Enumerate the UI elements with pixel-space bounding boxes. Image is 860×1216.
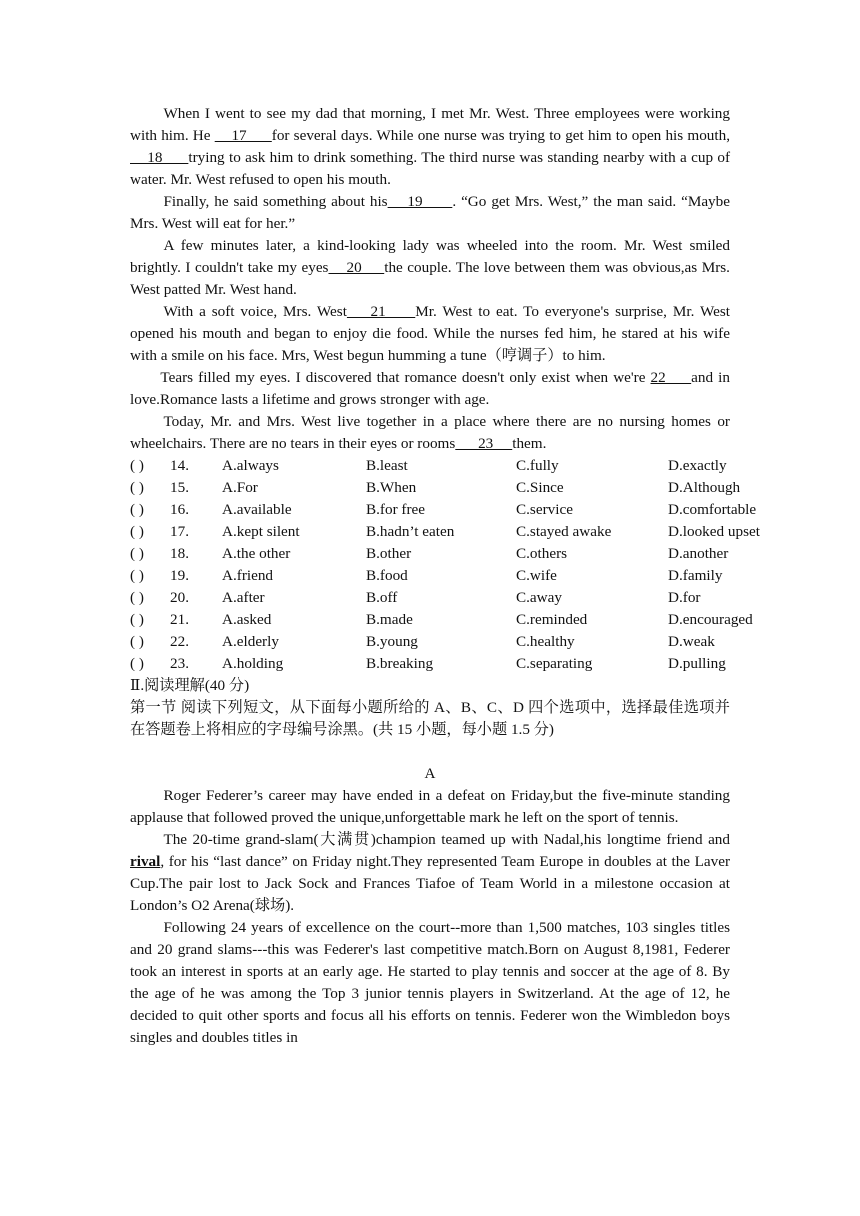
option-a: A.available xyxy=(222,501,292,518)
option-c: C.others xyxy=(516,545,568,562)
answer-paren: ( ) xyxy=(130,633,144,650)
text: , for his “last dance” on Friday night.They represented Team Europe in doubles at the Laver Cup.The pair lost to Jack Sock and Frances Tiafoe of Team World in a milestone occasion at London’s O2 Arena(球场). xyxy=(130,853,730,914)
option-b: B.for free xyxy=(366,501,426,518)
blank-19: 19 xyxy=(387,193,453,210)
option-c: C.separating xyxy=(516,655,593,672)
text: for several days. While one nurse was trying to get him to open his mouth, xyxy=(271,127,730,144)
option-a: A.elderly xyxy=(222,633,279,650)
option-c: C.fully xyxy=(516,457,559,474)
section-instruction: 第一节 阅读下列短文，从下面每小题所给的 A、B、C、D 四个选项中，选择最佳选项并在答题卷上将相应的字母编号涂黑。(共 15 小题，每小题 1.5 分) xyxy=(130,699,730,738)
option-row xyxy=(130,653,780,675)
option-a: A.asked xyxy=(222,611,272,628)
answer-paren: ( ) xyxy=(130,479,144,496)
option-a: A.the other xyxy=(222,545,291,562)
question-number: 15. xyxy=(170,479,189,496)
answer-paren: ( ) xyxy=(130,589,144,606)
option-a: A.kept silent xyxy=(222,523,300,540)
option-row xyxy=(130,587,780,609)
cloze-paragraph-2 xyxy=(130,191,730,235)
option-b: B.made xyxy=(366,611,413,628)
option-c: C.away xyxy=(516,589,562,606)
option-row xyxy=(130,543,780,565)
passage-a-paragraph-2 xyxy=(130,829,730,917)
cloze-paragraph-3 xyxy=(130,235,730,301)
text: them. xyxy=(512,435,547,452)
option-a: A.after xyxy=(222,589,265,606)
answer-paren: ( ) xyxy=(130,501,144,518)
option-a: A.always xyxy=(222,457,279,474)
cloze-paragraph-5 xyxy=(130,367,730,411)
passage-label: A xyxy=(424,765,436,782)
text: A few minutes later, a kind-looking lady was wheeled into the room. Mr. West smiled brightly. I couldn't take my eyes xyxy=(130,237,730,276)
blank-18: 18 xyxy=(130,149,189,166)
option-a: A.For xyxy=(222,479,258,496)
blank-17: 17 xyxy=(214,127,272,144)
option-d: D.another xyxy=(668,545,729,562)
cloze-paragraph-4 xyxy=(130,301,730,367)
text: With a soft voice, Mrs. West xyxy=(163,303,347,320)
answer-paren: ( ) xyxy=(130,523,144,540)
option-row xyxy=(130,455,780,477)
blank-20: 20 xyxy=(328,259,385,276)
blank-23: 23 xyxy=(455,435,513,452)
question-number: 21. xyxy=(170,611,189,628)
answer-paren: ( ) xyxy=(130,611,144,628)
question-number: 23. xyxy=(170,655,189,672)
passage-a-paragraph-1: Roger Federer’s career may have ended in a defeat on Friday,but the five-minute standing applause that followed proved the unique,unforgettable mark he left on the sport of tennis. xyxy=(130,787,730,826)
option-row xyxy=(130,499,780,521)
passage-a-paragraph-3: Following 24 years of excellence on the court--more than 1,500 matches, 103 singles titles and 20 grand slams---this was Federer's last competitive match.Born on August 8,1981, Federer took an interest in sports at an early age. He started to play tennis and soccer at the age of 8. By the age of he was among the Top 3 junior tennis players in Switzerland. At the age of 12, he decided to quit other sports and focus all his efforts on tennis. Federer won the Wimbledon boys singles and doubles titles in xyxy=(130,919,730,1046)
answer-paren: ( ) xyxy=(130,545,144,562)
option-b: B.food xyxy=(366,567,408,584)
option-d: D.exactly xyxy=(668,457,727,474)
option-d: D.pulling xyxy=(668,655,726,672)
question-number: 18. xyxy=(170,545,189,562)
text: . “Go get Mrs. West,” the man said. “Maybe Mrs. West will eat for her.” xyxy=(130,193,730,232)
question-number: 20. xyxy=(170,589,189,606)
option-b: B.off xyxy=(366,589,398,606)
option-b: B.When xyxy=(366,479,417,496)
option-d: D.for xyxy=(668,589,701,606)
text: Tears filled my eyes. I discovered that romance doesn't only exist when we're xyxy=(160,369,651,386)
text: The 20-time grand-slam(大满贯)champion teamed up with Nadal,his longtime friend and xyxy=(163,831,730,848)
option-b: B.other xyxy=(366,545,412,562)
option-b: B.breaking xyxy=(366,655,434,672)
text: Mr. West to eat. To everyone's surprise, Mr. West opened his mouth and began to enjoy die food. While the nurses fed him, he stared at his wife with a smile on his face. Mrs, West begun humming a tune（哼调子）to him. xyxy=(130,303,731,364)
question-number: 14. xyxy=(170,457,189,474)
option-row xyxy=(130,609,780,631)
question-number: 17. xyxy=(170,523,189,540)
cloze-paragraph-6 xyxy=(130,411,730,455)
option-row xyxy=(130,477,780,499)
option-c: C.reminded xyxy=(516,611,588,628)
text: and in love.Romance lasts a lifetime and grows stronger with age. xyxy=(130,369,730,408)
underlined-word: rival xyxy=(130,853,161,870)
option-c: C.stayed awake xyxy=(516,523,612,540)
option-b: B.young xyxy=(366,633,418,650)
option-b: B.least xyxy=(366,457,408,474)
text: trying to ask him to drink something. The third nurse was standing nearby with a cup of water. Mr. West refused to open his mouth. xyxy=(130,149,731,188)
option-d: D.family xyxy=(668,567,723,584)
section-title: Ⅱ.阅读理解(40 分) xyxy=(130,677,250,694)
answer-paren: ( ) xyxy=(130,655,144,672)
option-d: D.Although xyxy=(668,479,741,496)
option-c: C.healthy xyxy=(516,633,575,650)
option-d: D.comfortable xyxy=(668,501,757,518)
option-b: B.hadn’t eaten xyxy=(366,523,455,540)
text: When I went to see my dad that morning, I met Mr. West. Three employees were working with him. He xyxy=(130,105,730,144)
option-row xyxy=(130,565,780,587)
option-c: C.wife xyxy=(516,567,557,584)
text: Today, Mr. and Mrs. West live together in a place where there are no nursing homes or wheelchairs. There are no tears in their eyes or rooms xyxy=(130,413,730,452)
question-number: 19. xyxy=(170,567,189,584)
answer-paren: ( ) xyxy=(130,457,144,474)
question-number: 16. xyxy=(170,501,189,518)
option-a: A.holding xyxy=(222,655,284,672)
document-page xyxy=(130,103,760,1049)
option-row xyxy=(130,521,780,543)
option-d: D.weak xyxy=(668,633,715,650)
option-row xyxy=(130,631,780,653)
option-d: D.encouraged xyxy=(668,611,753,628)
blank-22: 22 xyxy=(650,369,692,386)
answer-paren: ( ) xyxy=(130,567,144,584)
option-a: A.friend xyxy=(222,567,274,584)
option-c: C.service xyxy=(516,501,573,518)
text: Finally, he said something about his xyxy=(163,193,388,210)
options-list xyxy=(130,455,780,675)
question-number: 22. xyxy=(170,633,189,650)
option-d: D.looked upset xyxy=(668,523,760,540)
text: the couple. The love between them was obvious,as Mrs. West patted Mr. West hand. xyxy=(130,259,730,298)
cloze-paragraph-1 xyxy=(130,103,730,191)
option-c: C.Since xyxy=(516,479,564,496)
blank-21: 21 xyxy=(346,303,416,320)
